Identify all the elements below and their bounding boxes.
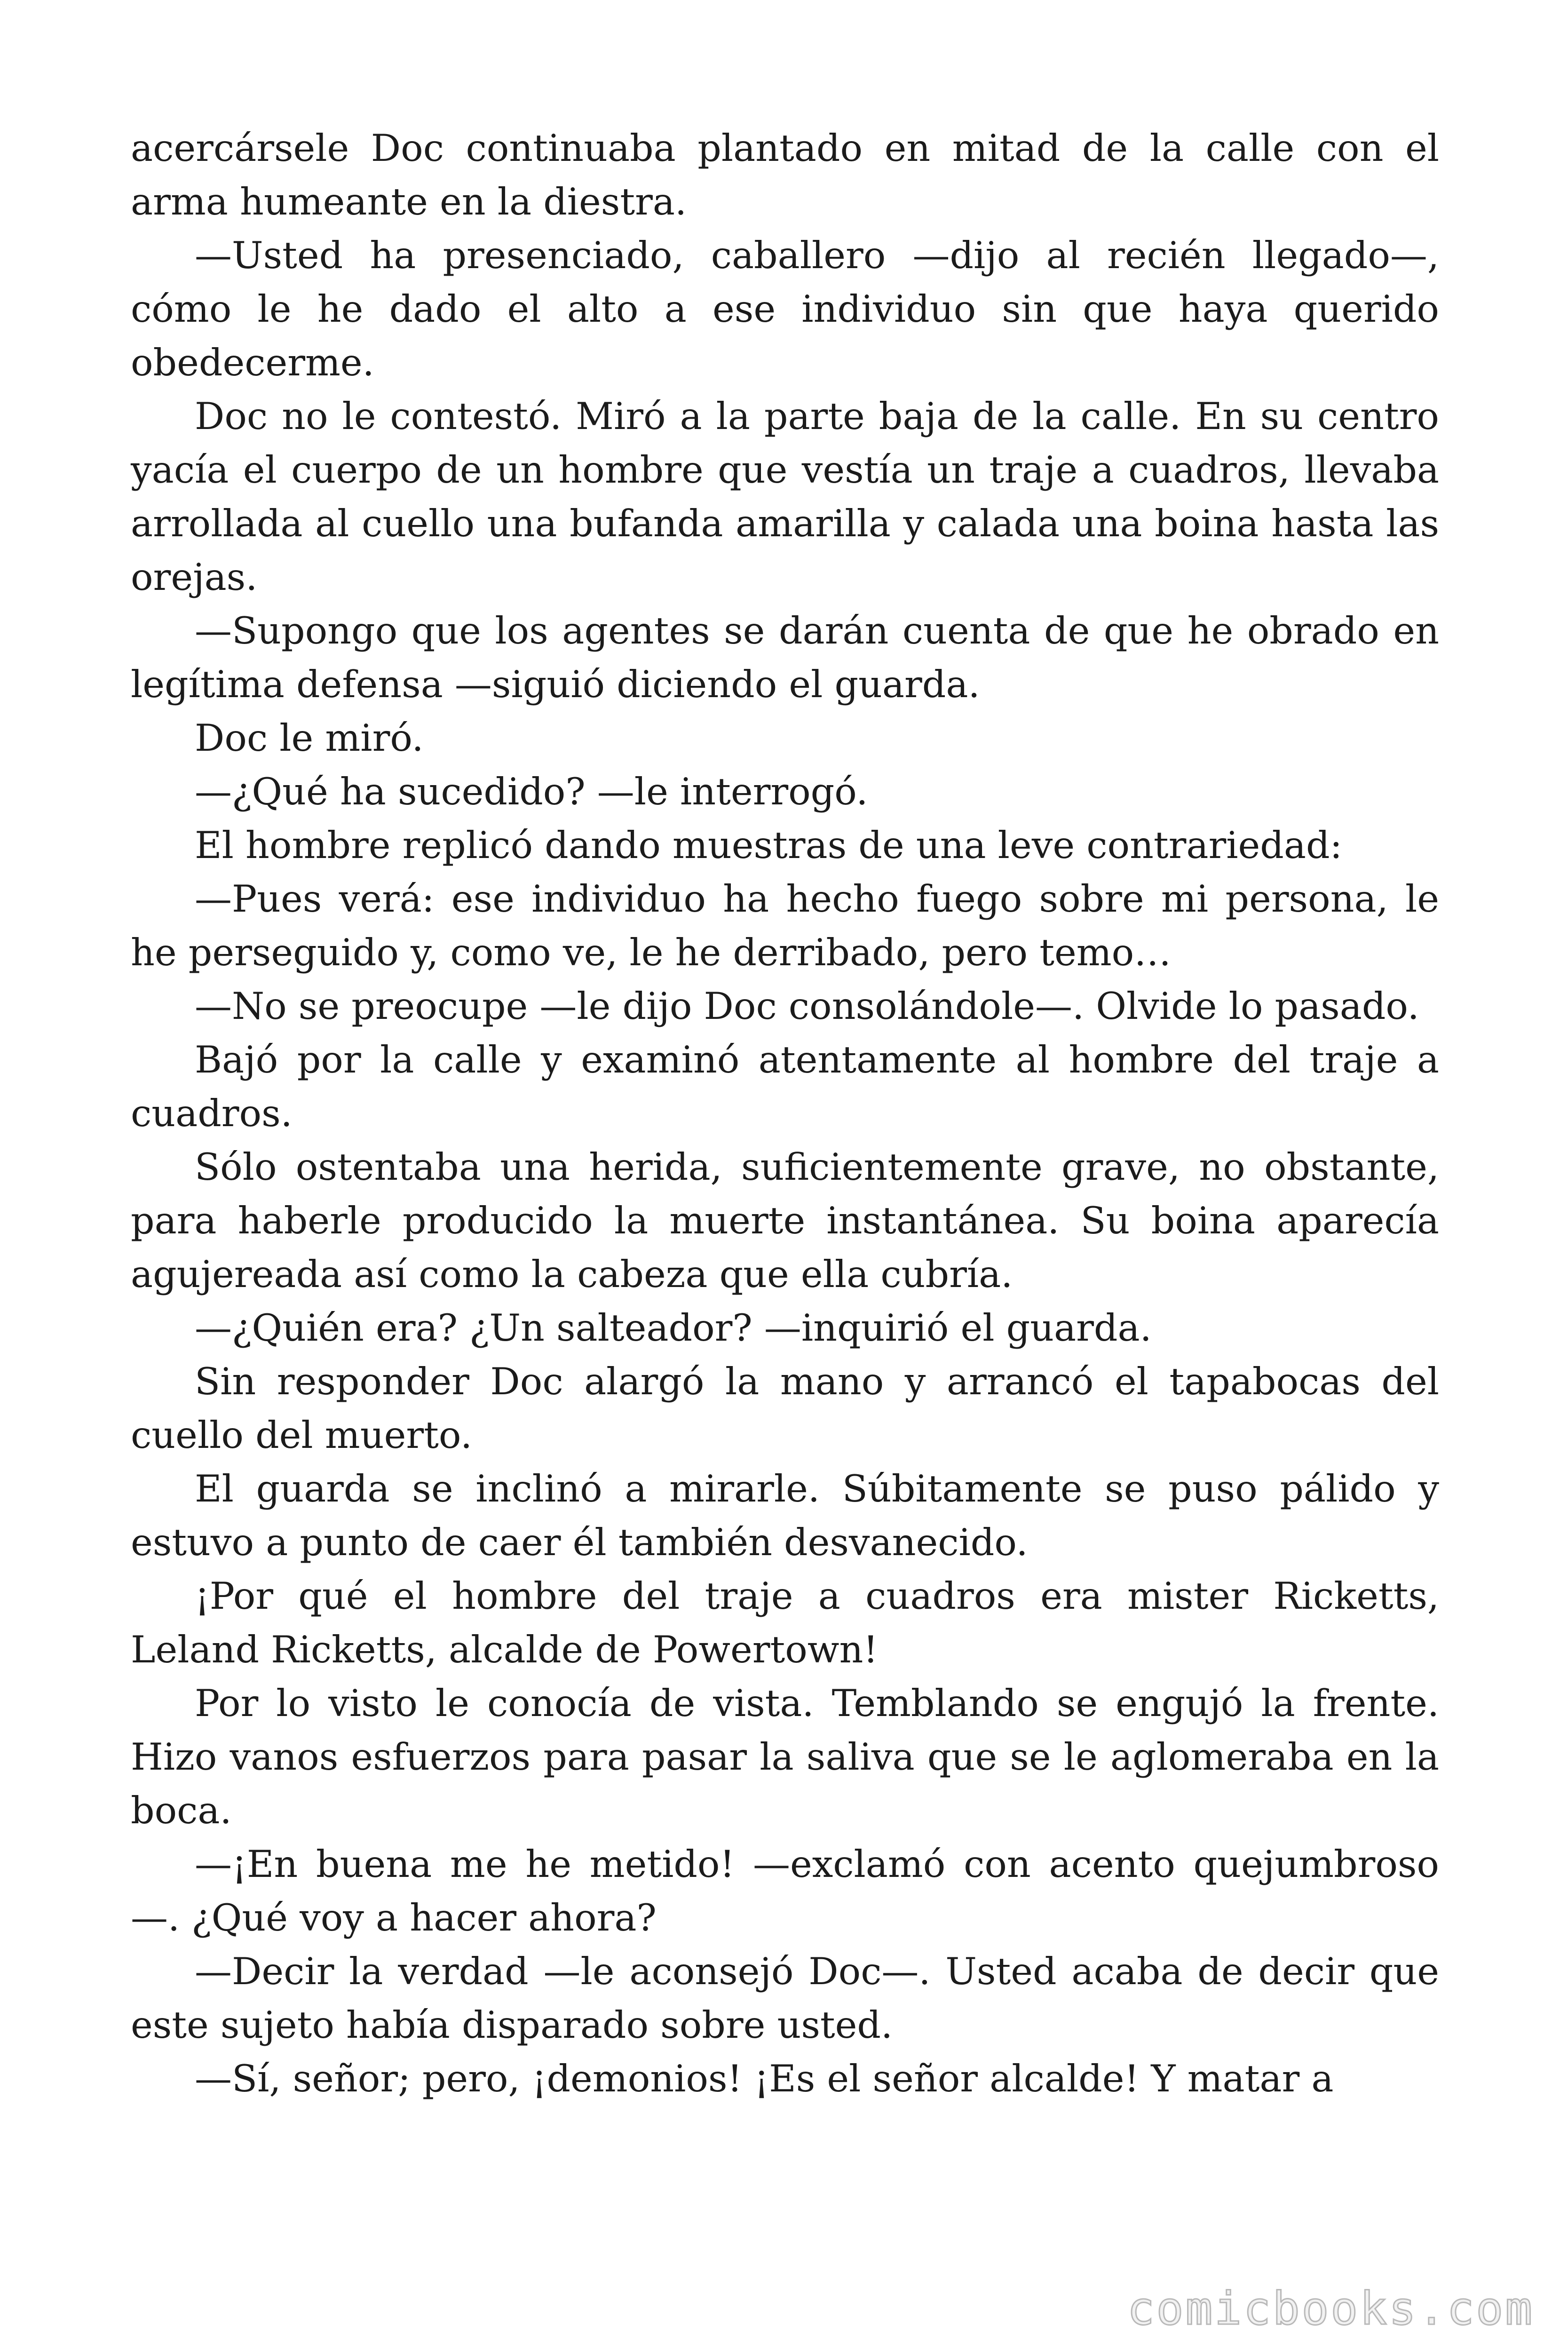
paragraph-3: Doc no le contestó. Miró a la parte baja de la calle. En su centro yacía el cuerpo de un hombre que vestía un traje a cuadros, llevaba arrollada al cuello una bufanda amarilla y calada una boina hasta las orejas. <box>131 395 1439 599</box>
paragraph-4: —Supongo que los agentes se darán cuenta de que he obrado en legítima defensa —siguió diciendo el guarda. <box>131 609 1439 706</box>
paragraph-5: Doc le miró. <box>195 716 424 760</box>
paragraph-17: —¡En buena me he metido! —exclamó con acento quejumbroso —. ¿Qué voy a hacer ahora? <box>131 1843 1439 1939</box>
paragraph-13: Sin responder Doc alargó la mano y arrancó el tapabocas del cuello del muerto. <box>131 1360 1439 1457</box>
body-text <box>131 121 1439 2106</box>
paragraph-15: ¡Por qué el hombre del traje a cuadros era mister Ricketts, Leland Ricketts, alcalde de Powertown! <box>131 1574 1439 1671</box>
paragraph-10: Bajó por la calle y examinó atentamente al hombre del traje a cuadros. <box>131 1038 1439 1135</box>
paragraph-18: —Decir la verdad —le aconsejó Doc—. Usted acaba de decir que este sujeto había disparado sobre usted. <box>131 1950 1439 2047</box>
paragraph-12: —¿Quién era? ¿Un salteador? —inquirió el guarda. <box>195 1306 1152 1350</box>
paragraph-8: —Pues verá: ese individuo ha hecho fuego sobre mi persona, le he perseguido y, como ve, le he derribado, pero temo… <box>131 877 1439 974</box>
paragraph-14: El guarda se inclinó a mirarle. Súbitamente se puso pálido y estuvo a punto de caer él también desvanecido. <box>131 1467 1439 1564</box>
watermark: comicbooks.com <box>1127 2282 1534 2335</box>
paragraph-2: —Usted ha presenciado, caballero —dijo al recién llegado—, cómo le he dado el alto a ese individuo sin que haya querido obedecerme. <box>131 234 1439 384</box>
paragraph-11: Sólo ostentaba una herida, suficientemente grave, no obstante, para haberle producido la muerte instantánea. Su boina aparecía agujereada así como la cabeza que ella cubría. <box>131 1145 1439 1296</box>
paragraph-7: El hombre replicó dando muestras de una leve contrariedad: <box>195 824 1343 867</box>
paragraph-1: acercársele Doc continuaba plantado en mitad de la calle con el arma humeante en la diestra. <box>131 127 1439 223</box>
paragraph-16: Por lo visto le conocía de vista. Temblando se engujó la frente. Hizo vanos esfuerzos para pasar la saliva que se le aglomeraba en la boca. <box>131 1682 1439 1832</box>
paragraph-19: —Sí, señor; pero, ¡demonios! ¡Es el señor alcalde! Y matar a <box>195 2057 1334 2100</box>
paragraph-9: —No se preocupe —le dijo Doc consolándole—. Olvide lo pasado. <box>195 985 1419 1028</box>
paragraph-6: —¿Qué ha sucedido? —le interrogó. <box>195 770 868 813</box>
